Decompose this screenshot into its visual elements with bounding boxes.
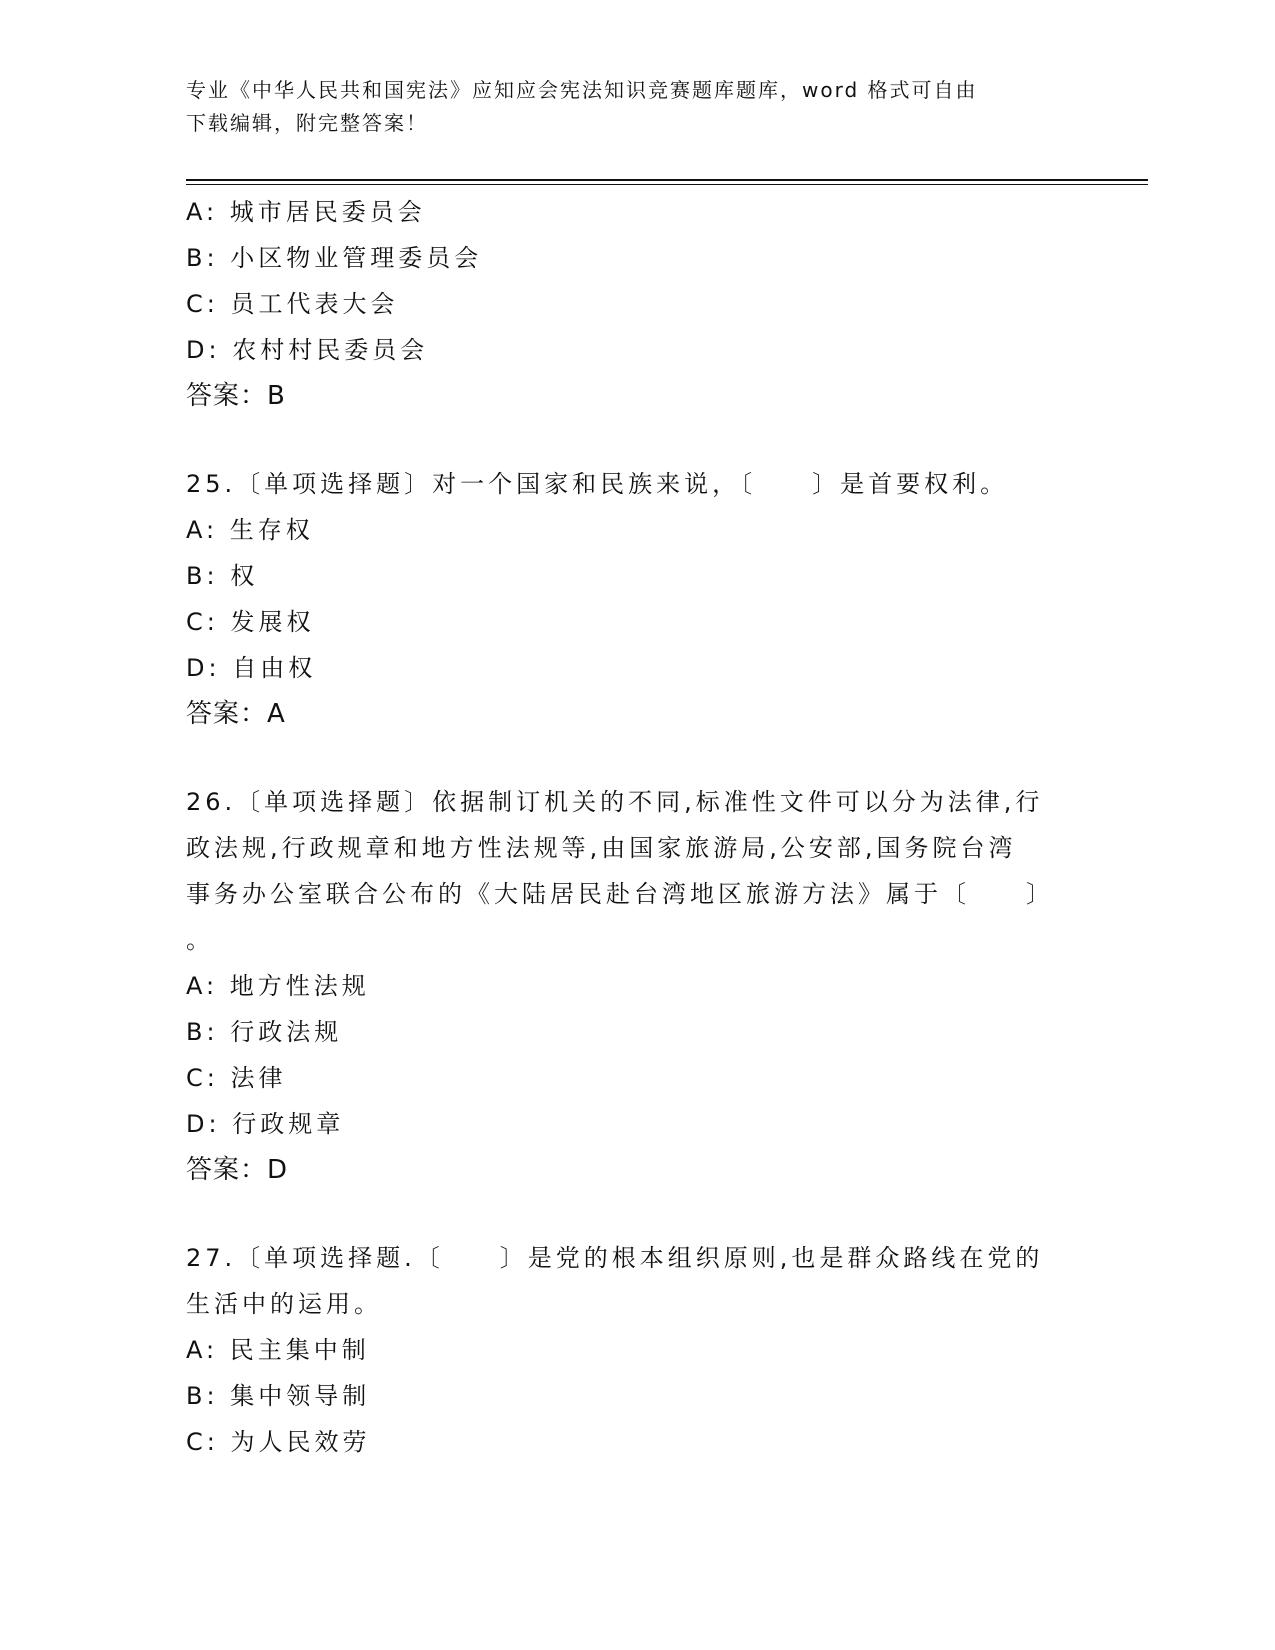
answer-line: 答案：B	[186, 381, 286, 411]
option-label: C:	[186, 290, 219, 318]
option-a	[186, 963, 1086, 1009]
question-block-27	[186, 1235, 1086, 1465]
option-b	[186, 1009, 1086, 1055]
question-text-line: 政法规,行政规章和地方性法规等,由国家旅游局,公安部,国务院台湾	[186, 834, 1017, 862]
question-text-line: 。	[186, 926, 214, 954]
option-text: 农村村民委员会	[232, 336, 429, 364]
option-label: D:	[186, 1110, 221, 1138]
question-text-line: 26.〔单项选择题〕依据制订机关的不同,标准性文件可以分为法律,行	[186, 788, 1044, 816]
option-text: 自由权	[232, 654, 317, 682]
option-label: B:	[186, 1018, 219, 1046]
option-c	[186, 281, 1086, 327]
option-text: 权	[230, 562, 259, 590]
option-label: B:	[186, 1382, 219, 1410]
answer-line: 答案：D	[186, 1155, 289, 1185]
header-line-1: 专业《中华人民共和国宪法》应知应会宪法知识竞赛题库题库，word 格式可自由	[186, 78, 978, 102]
question-text-line: 25.〔单项选择题〕对一个国家和民族来说，〔 〕是首要权利。	[186, 470, 1009, 498]
option-a	[186, 189, 1086, 235]
option-b	[186, 553, 1086, 599]
answer-line: 答案：A	[186, 699, 286, 729]
option-label: C:	[186, 1064, 219, 1092]
option-d	[186, 645, 1086, 691]
option-text: 法律	[230, 1064, 287, 1092]
option-text: 城市居民委员会	[229, 198, 426, 226]
option-text: 生存权	[229, 516, 314, 544]
option-label: D:	[186, 336, 221, 364]
question-text-line: 27.〔单项选择题.〔 〕是党的根本组织原则,也是群众路线在党的	[186, 1244, 1044, 1272]
option-text: 地方性法规	[229, 972, 370, 1000]
option-a	[186, 507, 1086, 553]
option-b	[186, 235, 1086, 281]
question-block-25	[186, 461, 1086, 737]
option-label: A:	[186, 1336, 219, 1364]
option-text: 发展权	[230, 608, 315, 636]
header-divider-thin	[186, 184, 1148, 185]
option-d	[186, 1101, 1086, 1147]
header-line-2: 下载编辑，附完整答案！	[186, 111, 428, 135]
option-text: 行政规章	[232, 1110, 345, 1138]
question-list	[186, 189, 1086, 1465]
document-header	[186, 74, 1066, 140]
question-block-26	[186, 779, 1086, 1193]
option-label: A:	[186, 972, 219, 1000]
header-divider-thick	[186, 179, 1148, 181]
question-text-line: 事务办公室联合公布的《大陆居民赴台湾地区旅游方法》属于〔 〕	[186, 880, 1054, 908]
option-label: D:	[186, 654, 221, 682]
option-b	[186, 1373, 1086, 1419]
option-text: 行政法规	[230, 1018, 343, 1046]
option-text: 集中领导制	[230, 1382, 371, 1410]
option-text: 民主集中制	[229, 1336, 370, 1364]
option-text: 为人民效劳	[230, 1428, 371, 1456]
option-a	[186, 1327, 1086, 1373]
option-label: B:	[186, 562, 219, 590]
question-text-line: 生活中的运用。	[186, 1290, 382, 1318]
option-d	[186, 327, 1086, 373]
option-label: C:	[186, 1428, 219, 1456]
option-label: C:	[186, 608, 219, 636]
question-block-24	[186, 189, 1086, 419]
option-text: 员工代表大会	[230, 290, 399, 318]
option-text: 小区物业管理委员会	[230, 244, 483, 272]
option-c	[186, 1419, 1086, 1465]
option-label: A:	[186, 516, 219, 544]
option-c	[186, 599, 1086, 645]
option-label: B:	[186, 244, 219, 272]
option-label: A:	[186, 198, 219, 226]
option-c	[186, 1055, 1086, 1101]
